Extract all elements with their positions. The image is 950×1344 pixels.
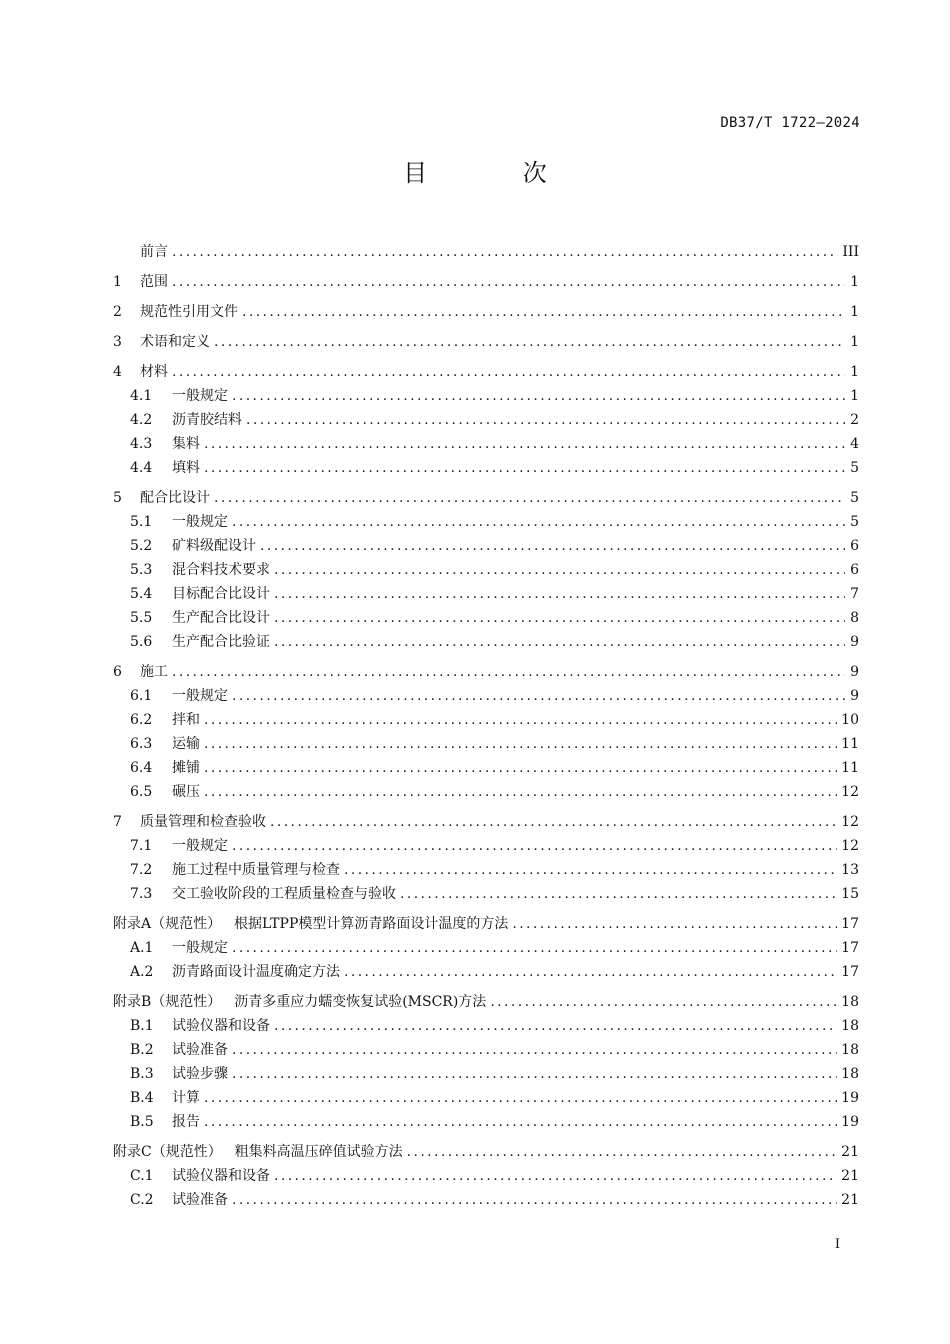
toc-leader-dots <box>274 582 845 606</box>
toc-leader-dots <box>172 240 838 264</box>
toc-entry-number: 5.4 <box>130 586 153 602</box>
toc-leader-dots <box>204 732 837 756</box>
toc-entry-number: A.1 <box>130 940 154 956</box>
toc-entry-title: 质量管理和检查验收 <box>140 814 266 830</box>
toc-leader-dots <box>232 384 845 408</box>
toc-entry-page: 9 <box>850 634 859 650</box>
toc-leader-dots <box>232 684 845 708</box>
toc-leader-dots <box>172 660 845 684</box>
toc-leader-dots <box>232 1038 837 1062</box>
toc-entry[interactable] <box>113 510 859 534</box>
toc-entry-number: C.1 <box>130 1168 154 1184</box>
toc-leader-dots <box>232 834 837 858</box>
toc-leader-dots <box>274 606 845 630</box>
toc-entry-number: 1 <box>113 274 122 290</box>
toc-entry[interactable] <box>113 330 859 354</box>
toc-entry-number: 4.3 <box>130 436 153 452</box>
toc-entry-title: 混合料技术要求 <box>172 562 270 578</box>
toc-entry-number: B.5 <box>130 1114 154 1130</box>
toc-entry[interactable] <box>113 1086 859 1110</box>
toc-entry-page: 12 <box>841 784 859 800</box>
toc-entry-title: 矿料级配设计 <box>172 538 256 554</box>
toc-entry-page: 1 <box>850 304 859 320</box>
toc-leader-dots <box>490 990 837 1014</box>
toc-entry-number: B.4 <box>130 1090 154 1106</box>
toc-entry-title: 计算 <box>172 1090 200 1106</box>
toc-entry-title: 一般规定 <box>172 838 228 854</box>
toc-entry-page: 8 <box>850 610 859 626</box>
toc-entry-number: 6.1 <box>130 688 153 704</box>
toc-entry-page: 18 <box>841 1066 859 1082</box>
toc-entry-number: B.2 <box>130 1042 154 1058</box>
toc-entry-title: 一般规定 <box>172 940 228 956</box>
toc-entry[interactable] <box>113 486 859 510</box>
toc-entry[interactable] <box>113 270 859 294</box>
toc-entry-number: 5.2 <box>130 538 153 554</box>
toc-entry[interactable] <box>113 408 859 432</box>
toc-entry[interactable] <box>113 936 859 960</box>
toc-entry-title: 试验准备 <box>172 1192 228 1208</box>
toc-leader-dots <box>344 858 837 882</box>
toc-entry-page: III <box>842 244 859 260</box>
toc-leader-dots <box>246 408 845 432</box>
toc-entry[interactable] <box>113 384 859 408</box>
toc-entry-title: 报告 <box>172 1114 200 1130</box>
toc-entry-title: 拌和 <box>172 712 200 728</box>
toc-entry-page: 7 <box>850 586 859 602</box>
toc-entry-title: 施工过程中质量管理与检查 <box>172 862 340 878</box>
toc-entry-title: 沥青胶结料 <box>172 412 242 428</box>
toc-leader-dots <box>344 960 837 984</box>
toc-entry-title: 填料 <box>172 460 200 476</box>
toc-entry-number: 4 <box>113 364 122 380</box>
toc-entry-page: 19 <box>841 1114 859 1130</box>
toc-entry-page: 17 <box>841 940 859 956</box>
toc-entry-number: 5.1 <box>130 514 153 530</box>
toc-entry-page: 18 <box>841 994 859 1010</box>
toc-entry-page: 9 <box>850 688 859 704</box>
toc-leader-dots <box>232 1062 837 1086</box>
toc-leader-dots <box>204 1086 837 1110</box>
toc-entry-title: 一般规定 <box>172 388 228 404</box>
toc-entry[interactable] <box>113 810 859 834</box>
toc-entry-page: 5 <box>850 460 859 476</box>
toc-leader-dots <box>204 780 837 804</box>
toc-entry-page: 15 <box>841 886 859 902</box>
toc-entry-page: 1 <box>850 388 859 404</box>
toc-entry[interactable] <box>113 684 859 708</box>
toc-entry[interactable] <box>113 732 859 756</box>
toc-leader-dots <box>204 756 837 780</box>
toc-entry[interactable] <box>113 912 859 936</box>
toc-entry-number: 6.4 <box>130 760 153 776</box>
toc-entry-number: 6.3 <box>130 736 153 752</box>
toc-entry[interactable] <box>113 660 859 684</box>
toc-entry-number: 6.2 <box>130 712 153 728</box>
toc-leader-dots <box>172 270 845 294</box>
toc-entry-page: 18 <box>841 1018 859 1034</box>
toc-entry[interactable] <box>113 990 859 1014</box>
toc-entry-number: 7 <box>113 814 122 830</box>
toc-entry-page: 17 <box>841 964 859 980</box>
toc-entry-page: 12 <box>841 838 859 854</box>
toc-leader-dots <box>232 1188 837 1212</box>
toc-entry-title: 粗集料高温压碎值试验方法 <box>225 1144 403 1160</box>
toc-leader-dots <box>204 1110 837 1134</box>
toc-entry-page: 5 <box>850 490 859 506</box>
toc-entry-title: 根据LTPP模型计算沥青路面设计温度的方法 <box>225 916 509 932</box>
toc-entry-number: 5 <box>113 490 122 506</box>
toc-leader-dots <box>274 1164 837 1188</box>
toc-entry-title: 生产配合比验证 <box>172 634 270 650</box>
toc-leader-dots <box>232 936 837 960</box>
toc-entry-page: 4 <box>850 436 859 452</box>
toc-entry-title: 试验仪器和设备 <box>172 1168 270 1184</box>
toc-entry-title: 碾压 <box>172 784 200 800</box>
toc-entry-title: 一般规定 <box>172 688 228 704</box>
toc-leader-dots <box>274 630 845 654</box>
toc-entry-page: 1 <box>850 364 859 380</box>
toc-entry-number: 7.1 <box>130 838 153 854</box>
toc-entry-number: 5.5 <box>130 610 153 626</box>
toc-entry-number: A.2 <box>130 964 154 980</box>
toc-leader-dots <box>242 300 845 324</box>
toc-entry-page: 5 <box>850 514 859 530</box>
toc-entry-title: 摊铺 <box>172 760 200 776</box>
toc-entry-number: B.1 <box>130 1018 154 1034</box>
toc-entry-page: 21 <box>841 1192 859 1208</box>
toc-entry-number: 附录C（规范性） <box>113 1144 222 1160</box>
toc-leader-dots <box>214 330 845 354</box>
toc-leader-dots <box>512 912 837 936</box>
toc-leader-dots <box>407 1140 838 1164</box>
toc-entry-number: B.3 <box>130 1066 154 1082</box>
toc-entry-title: 集料 <box>172 436 200 452</box>
toc-entry-page: 1 <box>850 334 859 350</box>
toc-entry-page: 19 <box>841 1090 859 1106</box>
toc-leader-dots <box>204 456 845 480</box>
toc-entry[interactable] <box>113 582 859 606</box>
toc-entry-page: 2 <box>850 412 859 428</box>
toc-entry-title: 运输 <box>172 736 200 752</box>
toc-entry-page: 21 <box>841 1168 859 1184</box>
toc-entry-number: 6.5 <box>130 784 153 800</box>
toc-entry-number: 附录A（规范性） <box>113 916 222 932</box>
toc-entry[interactable] <box>113 1188 859 1212</box>
toc-entry[interactable] <box>113 1038 859 1062</box>
toc-entry[interactable] <box>113 432 859 456</box>
toc-entry[interactable] <box>113 1014 859 1038</box>
table-of-contents <box>113 240 859 1212</box>
toc-leader-dots <box>204 708 837 732</box>
toc-entry-page: 6 <box>850 538 859 554</box>
toc-entry-page: 10 <box>841 712 859 728</box>
toc-leader-dots <box>172 360 845 384</box>
toc-leader-dots <box>204 432 845 456</box>
toc-entry-number: 附录B（规范性） <box>113 994 222 1010</box>
toc-entry-title: 材料 <box>140 364 168 380</box>
toc-entry-number: 5.3 <box>130 562 153 578</box>
toc-entry-number: 2 <box>113 304 122 320</box>
toc-entry-number: 6 <box>113 664 122 680</box>
toc-entry-page: 11 <box>841 760 859 776</box>
toc-entry[interactable] <box>113 630 859 654</box>
toc-entry-title: 前言 <box>140 244 168 260</box>
toc-entry-title: 生产配合比设计 <box>172 610 270 626</box>
toc-entry[interactable] <box>113 558 859 582</box>
toc-entry-page: 11 <box>841 736 859 752</box>
toc-leader-dots <box>270 810 837 834</box>
toc-entry-title: 范围 <box>140 274 168 290</box>
toc-entry[interactable] <box>113 456 859 480</box>
toc-entry-title: 试验仪器和设备 <box>172 1018 270 1034</box>
toc-entry[interactable] <box>113 882 859 906</box>
toc-entry[interactable] <box>113 534 859 558</box>
toc-leader-dots <box>400 882 837 906</box>
toc-entry-page: 6 <box>850 562 859 578</box>
toc-entry-number: 4.2 <box>130 412 153 428</box>
toc-entry-title: 施工 <box>140 664 168 680</box>
toc-entry[interactable] <box>113 708 859 732</box>
toc-entry[interactable] <box>113 300 859 324</box>
toc-entry[interactable] <box>113 1062 859 1086</box>
toc-entry-page: 17 <box>841 916 859 932</box>
toc-entry-number: 7.2 <box>130 862 153 878</box>
toc-entry[interactable] <box>113 606 859 630</box>
toc-entry[interactable] <box>113 834 859 858</box>
toc-entry[interactable] <box>113 1110 859 1134</box>
page-number: I <box>834 1237 840 1252</box>
toc-entry-title: 试验步骤 <box>172 1066 228 1082</box>
toc-entry-title: 沥青多重应力蠕变恢复试验(MSCR)方法 <box>225 994 487 1010</box>
toc-entry-title: 目标配合比设计 <box>172 586 270 602</box>
toc-entry-title: 交工验收阶段的工程质量检查与验收 <box>172 886 396 902</box>
toc-entry-page: 1 <box>850 274 859 290</box>
toc-entry-page: 13 <box>841 862 859 878</box>
toc-entry-title: 术语和定义 <box>140 334 210 350</box>
toc-entry-title: 沥青路面设计温度确定方法 <box>172 964 340 980</box>
toc-entry-number: 3 <box>113 334 122 350</box>
toc-entry-number: C.2 <box>130 1192 154 1208</box>
page-title: 目 次 <box>403 159 591 187</box>
toc-entry-number: 4.4 <box>130 460 153 476</box>
toc-entry[interactable] <box>113 1164 859 1188</box>
toc-entry-number: 7.3 <box>130 886 153 902</box>
toc-entry-title: 规范性引用文件 <box>140 304 238 320</box>
toc-entry[interactable] <box>113 240 859 264</box>
toc-leader-dots <box>232 510 845 534</box>
toc-entry-page: 9 <box>850 664 859 680</box>
toc-entry[interactable] <box>113 858 859 882</box>
toc-entry-title: 配合比设计 <box>140 490 210 506</box>
toc-entry-title: 试验准备 <box>172 1042 228 1058</box>
toc-entry[interactable] <box>113 780 859 804</box>
toc-entry[interactable] <box>113 1140 859 1164</box>
toc-leader-dots <box>274 1014 837 1038</box>
standard-code: DB37/T 1722—2024 <box>720 115 860 131</box>
toc-leader-dots <box>260 534 845 558</box>
toc-entry-page: 12 <box>841 814 859 830</box>
toc-entry-number: 5.6 <box>130 634 153 650</box>
toc-entry-page: 18 <box>841 1042 859 1058</box>
toc-entry[interactable] <box>113 756 859 780</box>
toc-entry-title: 一般规定 <box>172 514 228 530</box>
toc-entry[interactable] <box>113 960 859 984</box>
toc-leader-dots <box>274 558 845 582</box>
toc-entry-page: 21 <box>841 1144 859 1160</box>
toc-leader-dots <box>214 486 845 510</box>
toc-entry-number: 4.1 <box>130 388 153 404</box>
toc-entry[interactable] <box>113 360 859 384</box>
